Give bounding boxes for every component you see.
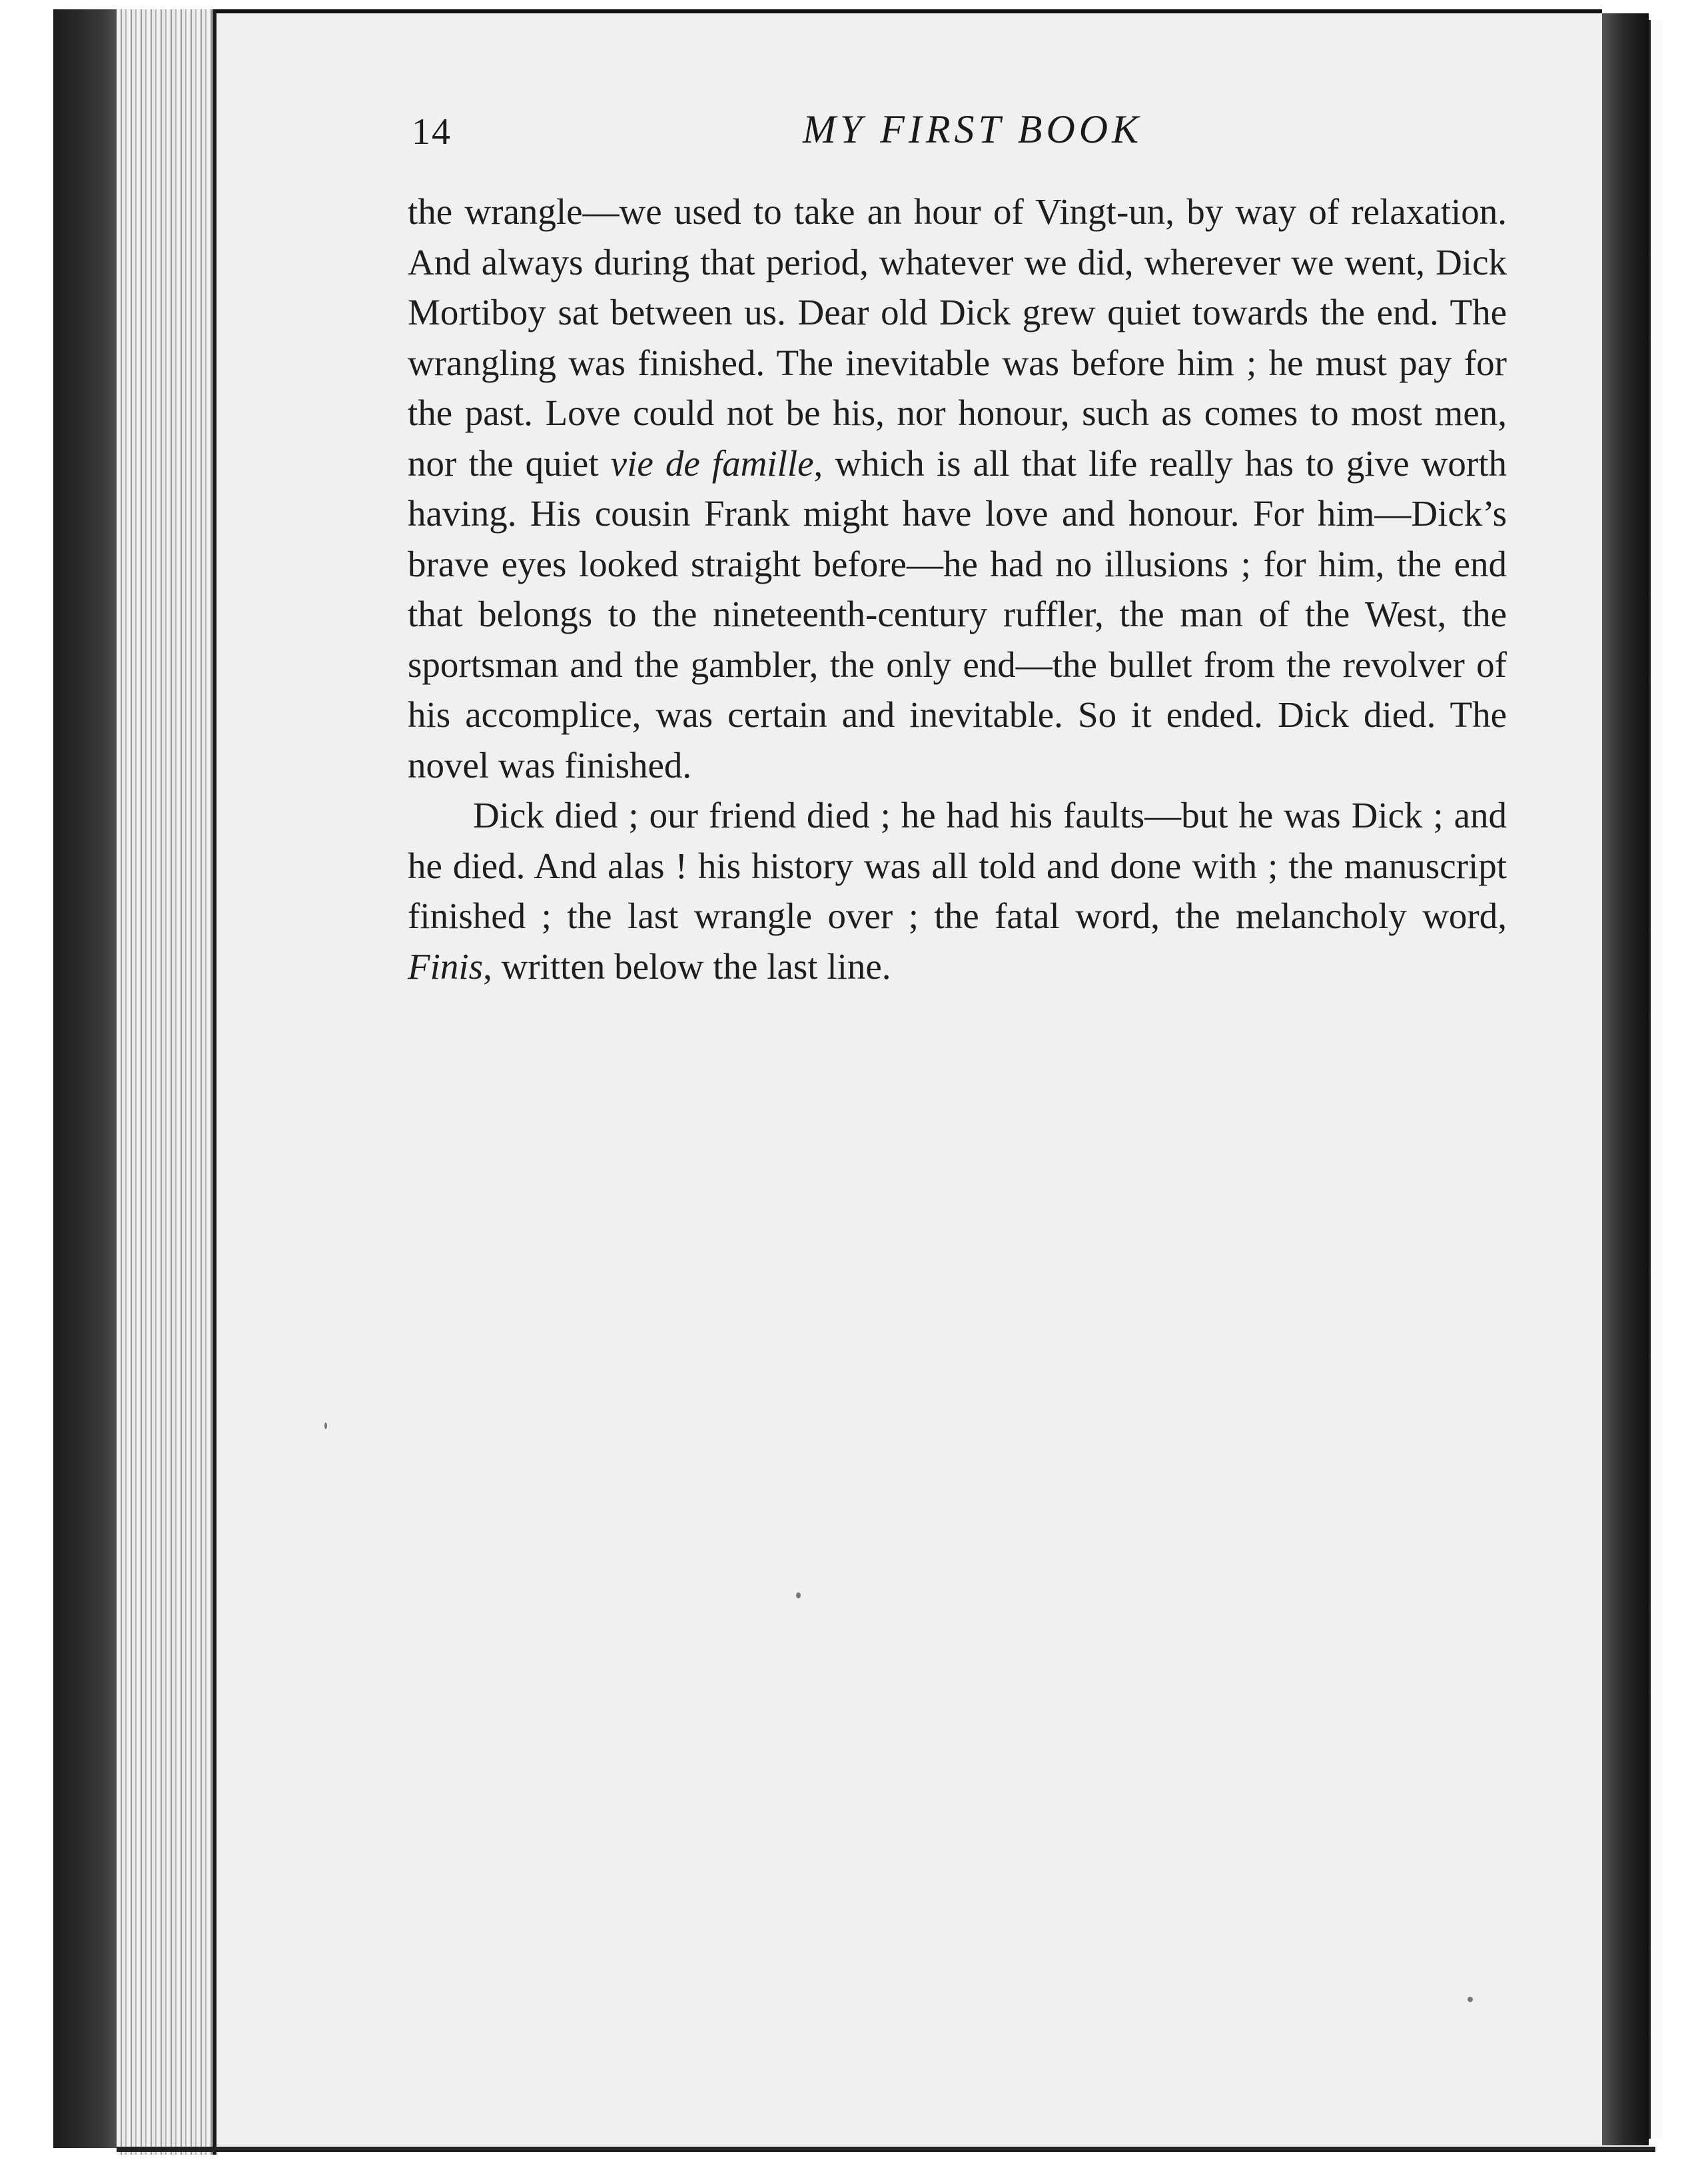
body-text: [408, 187, 1507, 991]
spine-shadow: [53, 9, 120, 2148]
text-run: , written below the last line.: [483, 945, 891, 987]
next-leaf-edge: [1649, 20, 1663, 2139]
right-binding-edge: [1602, 13, 1649, 2145]
bottom-edge: [117, 2147, 1655, 2152]
running-title: MY FIRST BOOK: [802, 107, 1143, 151]
scan-speck: [1468, 1997, 1473, 2002]
text-run: the wrangle—we used to take an hour of Vingt-un, by way of relaxation. And always during that period, whatever we did, wherever we went, Dick Mortiboy sat between us. Dear old Dick grew quiet towards the end. The wrangling was finished. The inevitable was before him ; he must pay for the past. Love could not be his, nor honour, such as comes to most men, nor the quiet: [408, 191, 1507, 484]
italic-phrase: vie de famille: [610, 442, 814, 484]
paragraph: [408, 187, 1507, 790]
paragraph: [408, 790, 1507, 991]
page-edges: [117, 9, 216, 2155]
scan-speck: [796, 1592, 801, 1598]
text-run: , which is all that life really has to give worth having. His cousin Frank might have love and honour. For him—Dick’s brave eyes looked straight before—he had no illusions ; for him, the end that belongs to the nineteenth-century ruffler, the man of the West, the sportsman and the gambler, the only end—the bullet from the revolver of his accomplice, was certain and inevitable. So it ended. Dick died. The novel was finished.: [408, 442, 1507, 786]
scan-speck: [324, 1422, 327, 1429]
italic-word: Finis: [408, 945, 484, 987]
text-run: Dick died ; our friend died ; he had his faults—but he was Dick ; and he died. And alas ! his history was all told and done with ; the manuscript finished ; the last wrangle over ; the fatal word, the melancholy word,: [408, 795, 1507, 936]
page-number: 14: [412, 111, 452, 153]
running-header: [406, 107, 1512, 160]
